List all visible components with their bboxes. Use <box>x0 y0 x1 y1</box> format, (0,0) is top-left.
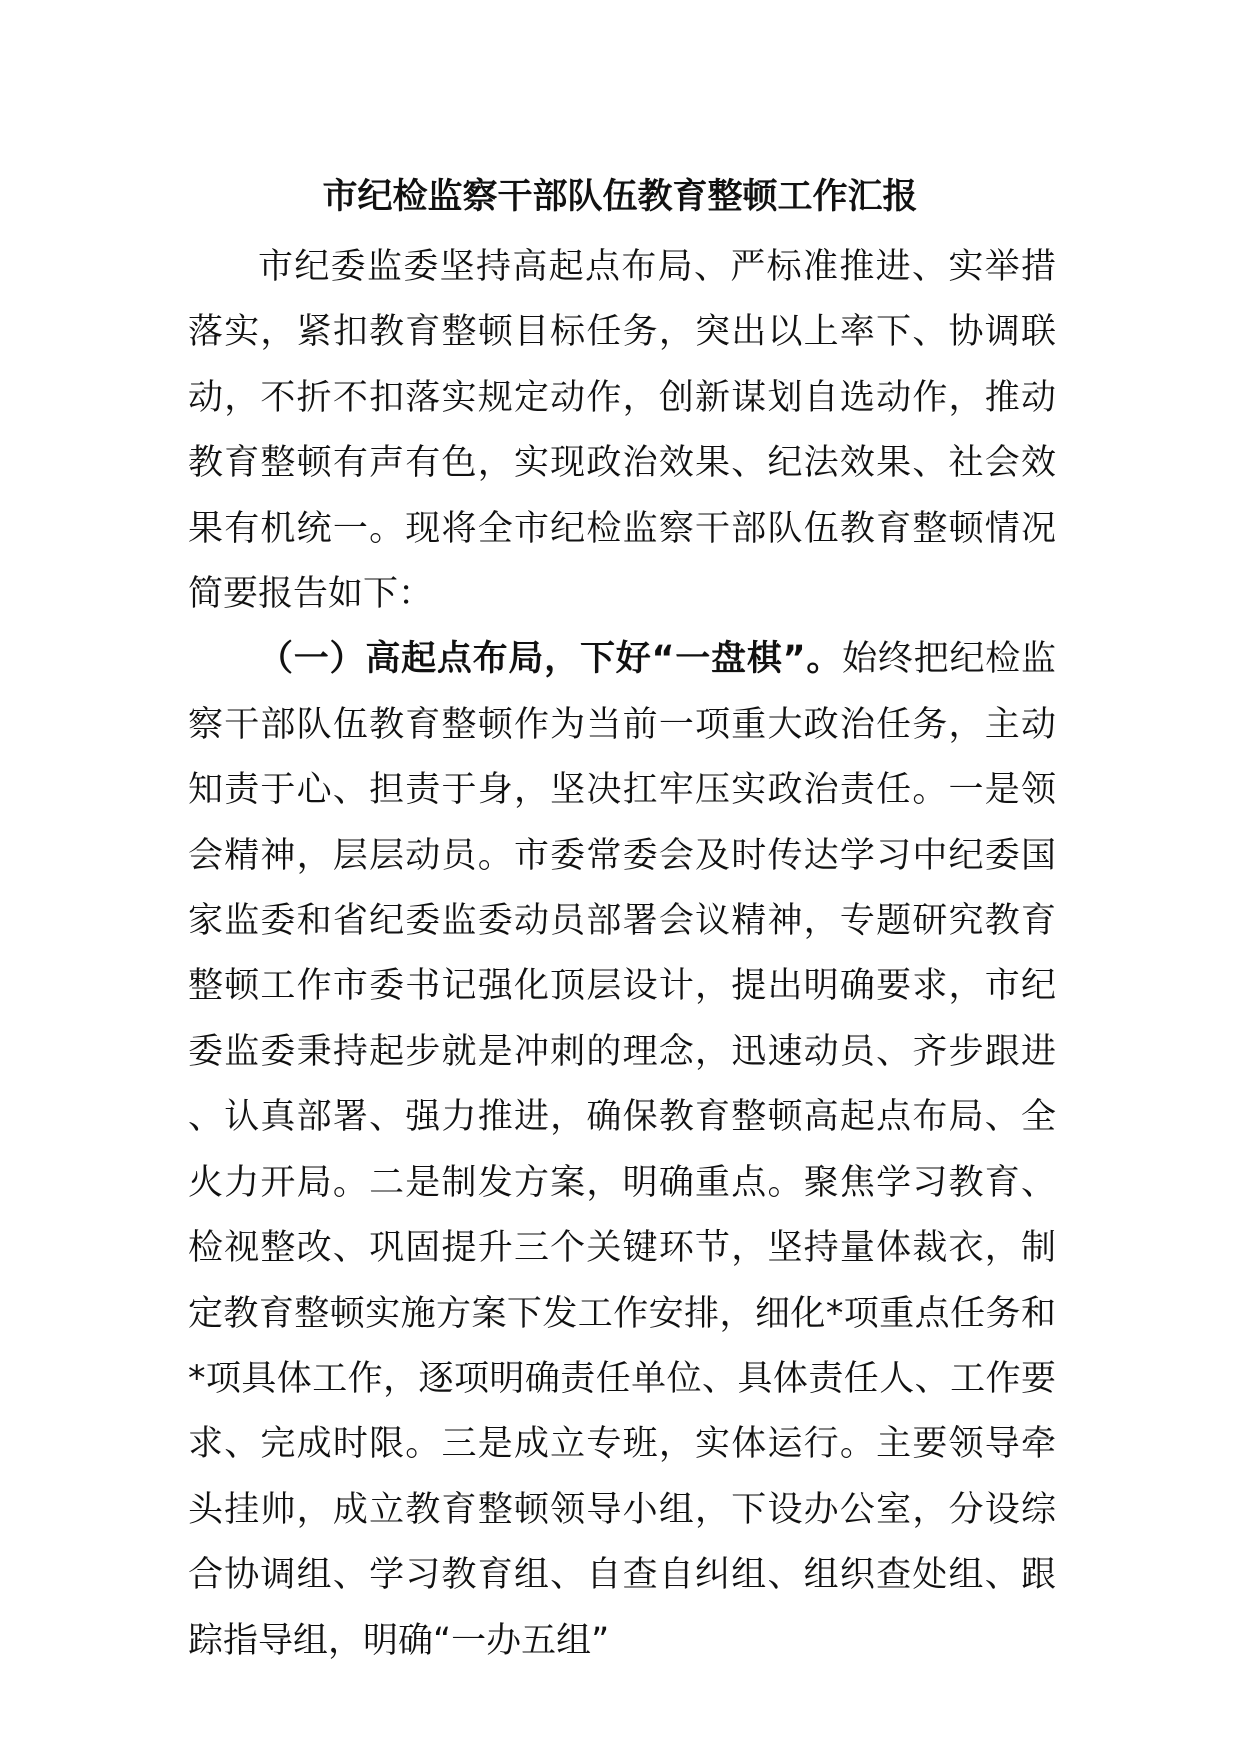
section-1-body: 始终把纪检监察干部队伍教育整顿作为当前一项重大政治任务，主动知责于心、担责于身，坚决扛牢压实政治责任。一是领会精神，层层动员。市委常委会及时传达学习中纪委国家监委和省纪委监委动员部署会议精神，专题研究教育整顿工作市委书记强化顶层设计，提出明确要求，市纪委监委秉持起步就是冲刺的理念，迅速动员、齐步跟进、认真部署、强力推进，确保教育整顿高起点布局、全火力开局。二是制发方案，明确重点。聚焦学习教育、检视整改、巩固提升三个关键环节，坚持量体裁衣，制定教育整顿实施方案下发工作安排，细化*项重点任务和*项具体工作，逐项明确责任单位、具体责任人、工作要求、完成时限。三是成立专班，实体运行。主要领导牵头挂帅，成立教育整顿领导小组，下设办公室，分设综合协调组、学习教育组、自查自纠组、组织查处组、跟踪指导组，明确“一办五组” <box>188 639 1056 1661</box>
document-title: 市纪检监察干部队伍教育整顿工作汇报 <box>322 177 918 217</box>
section-1-paragraph <box>188 627 1056 1674</box>
section-1-heading: （一）高起点布局，下好“一盘棋”。 <box>258 639 843 680</box>
document-body <box>188 235 1056 1674</box>
intro-paragraph: 市纪委监委坚持高起点布局、严标准推进、实举措落实，紧扣教育整顿目标任务，突出以上率下、协调联动，不折不扣落实规定动作，创新谋划自选动作，推动教育整顿有声有色，实现政治效果、纪法效果、社会效果有机统一。现将全市纪检监察干部队伍教育整顿情况简要报告如下： <box>188 247 1056 615</box>
